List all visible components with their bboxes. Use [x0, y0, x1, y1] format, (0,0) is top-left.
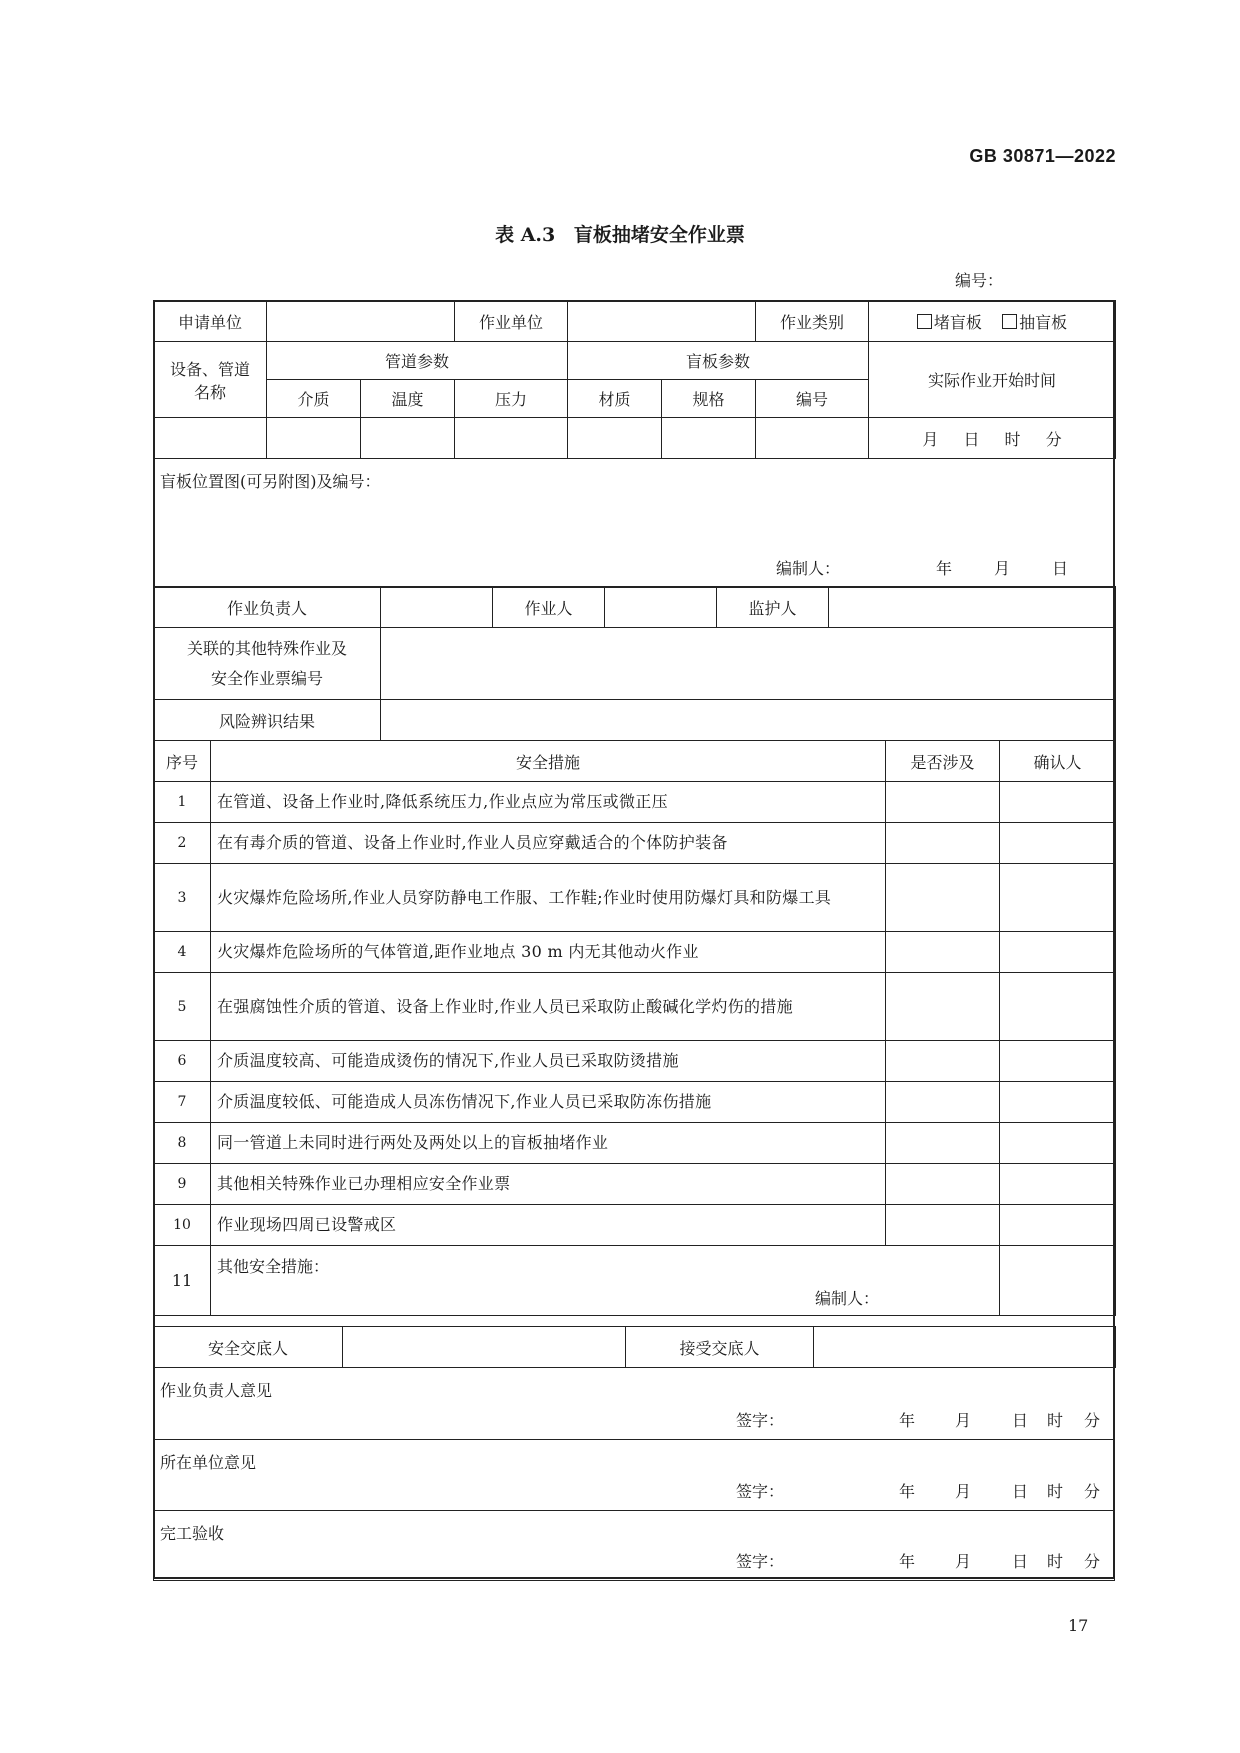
blind-params-label: 盲板参数 [568, 342, 869, 380]
medium-label: 介质 [267, 380, 361, 418]
measure-header: 安全措施 [211, 741, 886, 782]
temperature-label: 温度 [361, 380, 455, 418]
block-header [153, 300, 1115, 459]
measure-11-confirm[interactable] [1000, 1246, 1116, 1316]
measure-confirm-cell[interactable] [1000, 932, 1116, 973]
related-line1: 关联的其他特殊作业及 [186, 638, 347, 658]
page-title [0, 220, 1240, 247]
equip-name-value[interactable] [154, 418, 267, 459]
pressure-value[interactable] [455, 418, 568, 459]
measure-row [154, 973, 1116, 1041]
measure-involved-cell[interactable] [886, 1205, 1000, 1246]
related-work-label [154, 628, 381, 700]
measure-row [154, 864, 1116, 932]
worker-label: 作业人 [493, 587, 605, 628]
opinion-sign-label: 签字： [736, 1551, 785, 1571]
measure-no: 1 [154, 782, 211, 823]
leader-value[interactable] [381, 587, 493, 628]
opinion-month: 月 [955, 1551, 972, 1571]
location-year: 年 [936, 559, 953, 578]
opinion-cell[interactable] [154, 1510, 1115, 1580]
equip-name-label [154, 342, 267, 418]
measure-confirm-cell[interactable] [1000, 782, 1116, 823]
handover-receiver-label: 接受交底人 [626, 1327, 814, 1368]
worker-value[interactable] [605, 587, 717, 628]
location-label: 盲板位置图(可另附图)及编号： [160, 472, 381, 491]
measure-row [154, 932, 1116, 973]
measure-involved-cell[interactable] [886, 1123, 1000, 1164]
confirm-header: 确认人 [1000, 741, 1116, 782]
measure-involved-cell[interactable] [886, 973, 1000, 1041]
location-cell[interactable] [154, 459, 1115, 588]
opinion-cell[interactable] [154, 1439, 1115, 1510]
work-type-label: 作业类别 [756, 301, 869, 342]
location-editor-label: 编制人： [776, 559, 841, 578]
measure-no: 6 [154, 1041, 211, 1082]
opinion-day: 日 [1012, 1551, 1029, 1571]
opinion-year: 年 [899, 1410, 916, 1430]
apply-unit-label: 申请单位 [154, 301, 267, 342]
block-handover [153, 1326, 1115, 1581]
measure-confirm-cell[interactable] [1000, 1041, 1116, 1082]
measure-text: 在强腐蚀性介质的管道、设备上作业时,作业人员已采取防止酸碱化学灼伤的措施 [211, 973, 886, 1041]
measure-involved-cell[interactable] [886, 1082, 1000, 1123]
block-option-label: 堵盲板 [933, 312, 982, 332]
measure-no: 9 [154, 1164, 211, 1205]
measure-row [154, 1082, 1116, 1123]
measure-confirm-cell[interactable] [1000, 823, 1116, 864]
number-value[interactable] [756, 418, 869, 459]
measure-row [154, 782, 1116, 823]
material-value[interactable] [568, 418, 662, 459]
risk-value[interactable] [381, 700, 1116, 741]
material-label: 材质 [568, 380, 662, 418]
opinion-row [154, 1439, 1115, 1510]
opinion-year: 年 [899, 1481, 916, 1501]
measure-text: 介质温度较高、可能造成烫伤的情况下,作业人员已采取防烫措施 [211, 1041, 886, 1082]
measure-no: 8 [154, 1123, 211, 1164]
block-measures [153, 740, 1115, 1316]
serial-label: 编号： [955, 271, 1004, 290]
measure-row [154, 1205, 1116, 1246]
opinion-day: 日 [1012, 1481, 1029, 1501]
opinion-label: 所在单位意见 [160, 1452, 257, 1472]
table-name: 盲板抽堵安全作业票 [573, 224, 745, 246]
opinion-label: 作业负责人意见 [160, 1381, 273, 1400]
measure-row [154, 1123, 1116, 1164]
block-checkbox[interactable] [917, 314, 932, 329]
measure-text: 在管道、设备上作业时,降低系统压力,作业点应为常压或微正压 [211, 782, 886, 823]
start-time-value[interactable] [869, 418, 1116, 459]
measure-11-no: 11 [154, 1246, 211, 1316]
measure-no: 10 [154, 1205, 211, 1246]
opinion-minute: 分 [1084, 1481, 1101, 1501]
measure-confirm-cell[interactable] [1000, 973, 1116, 1041]
opinion-year: 年 [899, 1551, 916, 1571]
minute-unit: 分 [1045, 429, 1062, 449]
opinion-sign-label: 签字： [736, 1481, 785, 1501]
work-unit-value[interactable] [568, 301, 756, 342]
medium-value[interactable] [267, 418, 361, 459]
measure-no: 2 [154, 823, 211, 864]
measure-involved-cell[interactable] [886, 1164, 1000, 1205]
measure-involved-cell[interactable] [886, 823, 1000, 864]
guardian-label: 监护人 [717, 587, 829, 628]
block-people [153, 586, 1115, 741]
measure-text: 作业现场四周已设警戒区 [211, 1205, 886, 1246]
measure-text: 介质温度较低、可能造成人员冻伤情况下,作业人员已采取防冻伤措施 [211, 1082, 886, 1123]
measure-no-header: 序号 [154, 741, 211, 782]
opinion-month: 月 [955, 1481, 972, 1501]
measure-text: 火灾爆炸危险场所,作业人员穿防静电工作服、工作鞋;作业时使用防爆灯具和防爆工具 [211, 864, 886, 932]
leader-label: 作业负责人 [154, 587, 381, 628]
opinion-hour: 时 [1047, 1481, 1064, 1501]
measure-involved-cell[interactable] [886, 1041, 1000, 1082]
opinion-hour: 时 [1047, 1410, 1064, 1430]
measure-involved-cell[interactable] [886, 932, 1000, 973]
involved-header: 是否涉及 [886, 741, 1000, 782]
opinion-minute: 分 [1084, 1410, 1101, 1430]
measure-text: 火灾爆炸危险场所的气体管道,距作业地点 30 m 内无其他动火作业 [211, 932, 886, 973]
table-number: 表 A.3 [495, 224, 556, 246]
apply-unit-value[interactable] [267, 301, 455, 342]
temperature-value[interactable] [361, 418, 455, 459]
measure-row [154, 823, 1116, 864]
guardian-value[interactable] [829, 587, 1116, 628]
number-label: 编号 [756, 380, 869, 418]
opinion-row [154, 1510, 1115, 1580]
handover-receiver-value[interactable] [814, 1327, 1116, 1368]
measure-no: 3 [154, 864, 211, 932]
opinion-label: 完工验收 [160, 1523, 225, 1543]
related-work-value[interactable] [381, 628, 1116, 700]
page-number: 17 [1068, 1616, 1089, 1635]
handover-giver-value[interactable] [343, 1327, 626, 1368]
measure-no: 7 [154, 1082, 211, 1123]
risk-label: 风险辨识结果 [154, 700, 381, 741]
handover-giver-label: 安全交底人 [154, 1327, 343, 1368]
start-time-label: 实际作业开始时间 [869, 342, 1116, 418]
measure-row [154, 1164, 1116, 1205]
day-unit: 日 [963, 429, 980, 449]
opinion-day: 日 [1012, 1410, 1029, 1430]
unblock-checkbox[interactable] [1002, 314, 1017, 329]
month-unit: 月 [922, 429, 939, 449]
measure-confirm-cell[interactable] [1000, 1123, 1116, 1164]
measure-11-text: 其他安全措施： [217, 1257, 330, 1276]
measure-confirm-cell[interactable] [1000, 1082, 1116, 1123]
pressure-label: 压力 [455, 380, 568, 418]
opinion-month: 月 [955, 1410, 972, 1430]
measure-no: 5 [154, 973, 211, 1041]
spec-label: 规格 [662, 380, 756, 418]
opinion-minute: 分 [1084, 1551, 1101, 1571]
block-location [153, 458, 1115, 588]
measure-text: 同一管道上未同时进行两处及两处以上的盲板抽堵作业 [211, 1123, 886, 1164]
work-unit-label: 作业单位 [455, 301, 568, 342]
pipe-params-label: 管道参数 [267, 342, 568, 380]
unblock-option-label: 抽盲板 [1019, 312, 1068, 332]
work-type-options [869, 301, 1116, 342]
location-day: 日 [1052, 559, 1069, 578]
opinion-hour: 时 [1047, 1551, 1064, 1571]
measure-text: 在有毒介质的管道、设备上作业时,作业人员应穿戴适合的个体防护装备 [211, 823, 886, 864]
measure-involved-cell[interactable] [886, 864, 1000, 932]
measure-row [154, 1041, 1116, 1082]
hour-unit: 时 [1004, 429, 1021, 449]
equip-name-line1: 设备、管道 [169, 359, 250, 379]
location-month: 月 [994, 559, 1011, 578]
measure-11-cell[interactable] [211, 1246, 1000, 1316]
measure-text: 其他相关特殊作业已办理相应安全作业票 [211, 1164, 886, 1205]
equip-name-line2: 名称 [193, 382, 226, 402]
opinion-row [154, 1368, 1115, 1439]
measure-confirm-cell[interactable] [1000, 1205, 1116, 1246]
measure-no: 4 [154, 932, 211, 973]
opinion-sign-label: 签字： [736, 1410, 785, 1430]
measure-11-editor: 编制人： [814, 1289, 879, 1308]
standard-number: GB 30871—2022 [969, 146, 1116, 166]
spec-value[interactable] [662, 418, 756, 459]
measure-confirm-cell[interactable] [1000, 864, 1116, 932]
measure-involved-cell[interactable] [886, 782, 1000, 823]
opinion-cell[interactable] [154, 1368, 1115, 1439]
measure-confirm-cell[interactable] [1000, 1164, 1116, 1205]
related-line2: 安全作业票编号 [210, 668, 323, 688]
